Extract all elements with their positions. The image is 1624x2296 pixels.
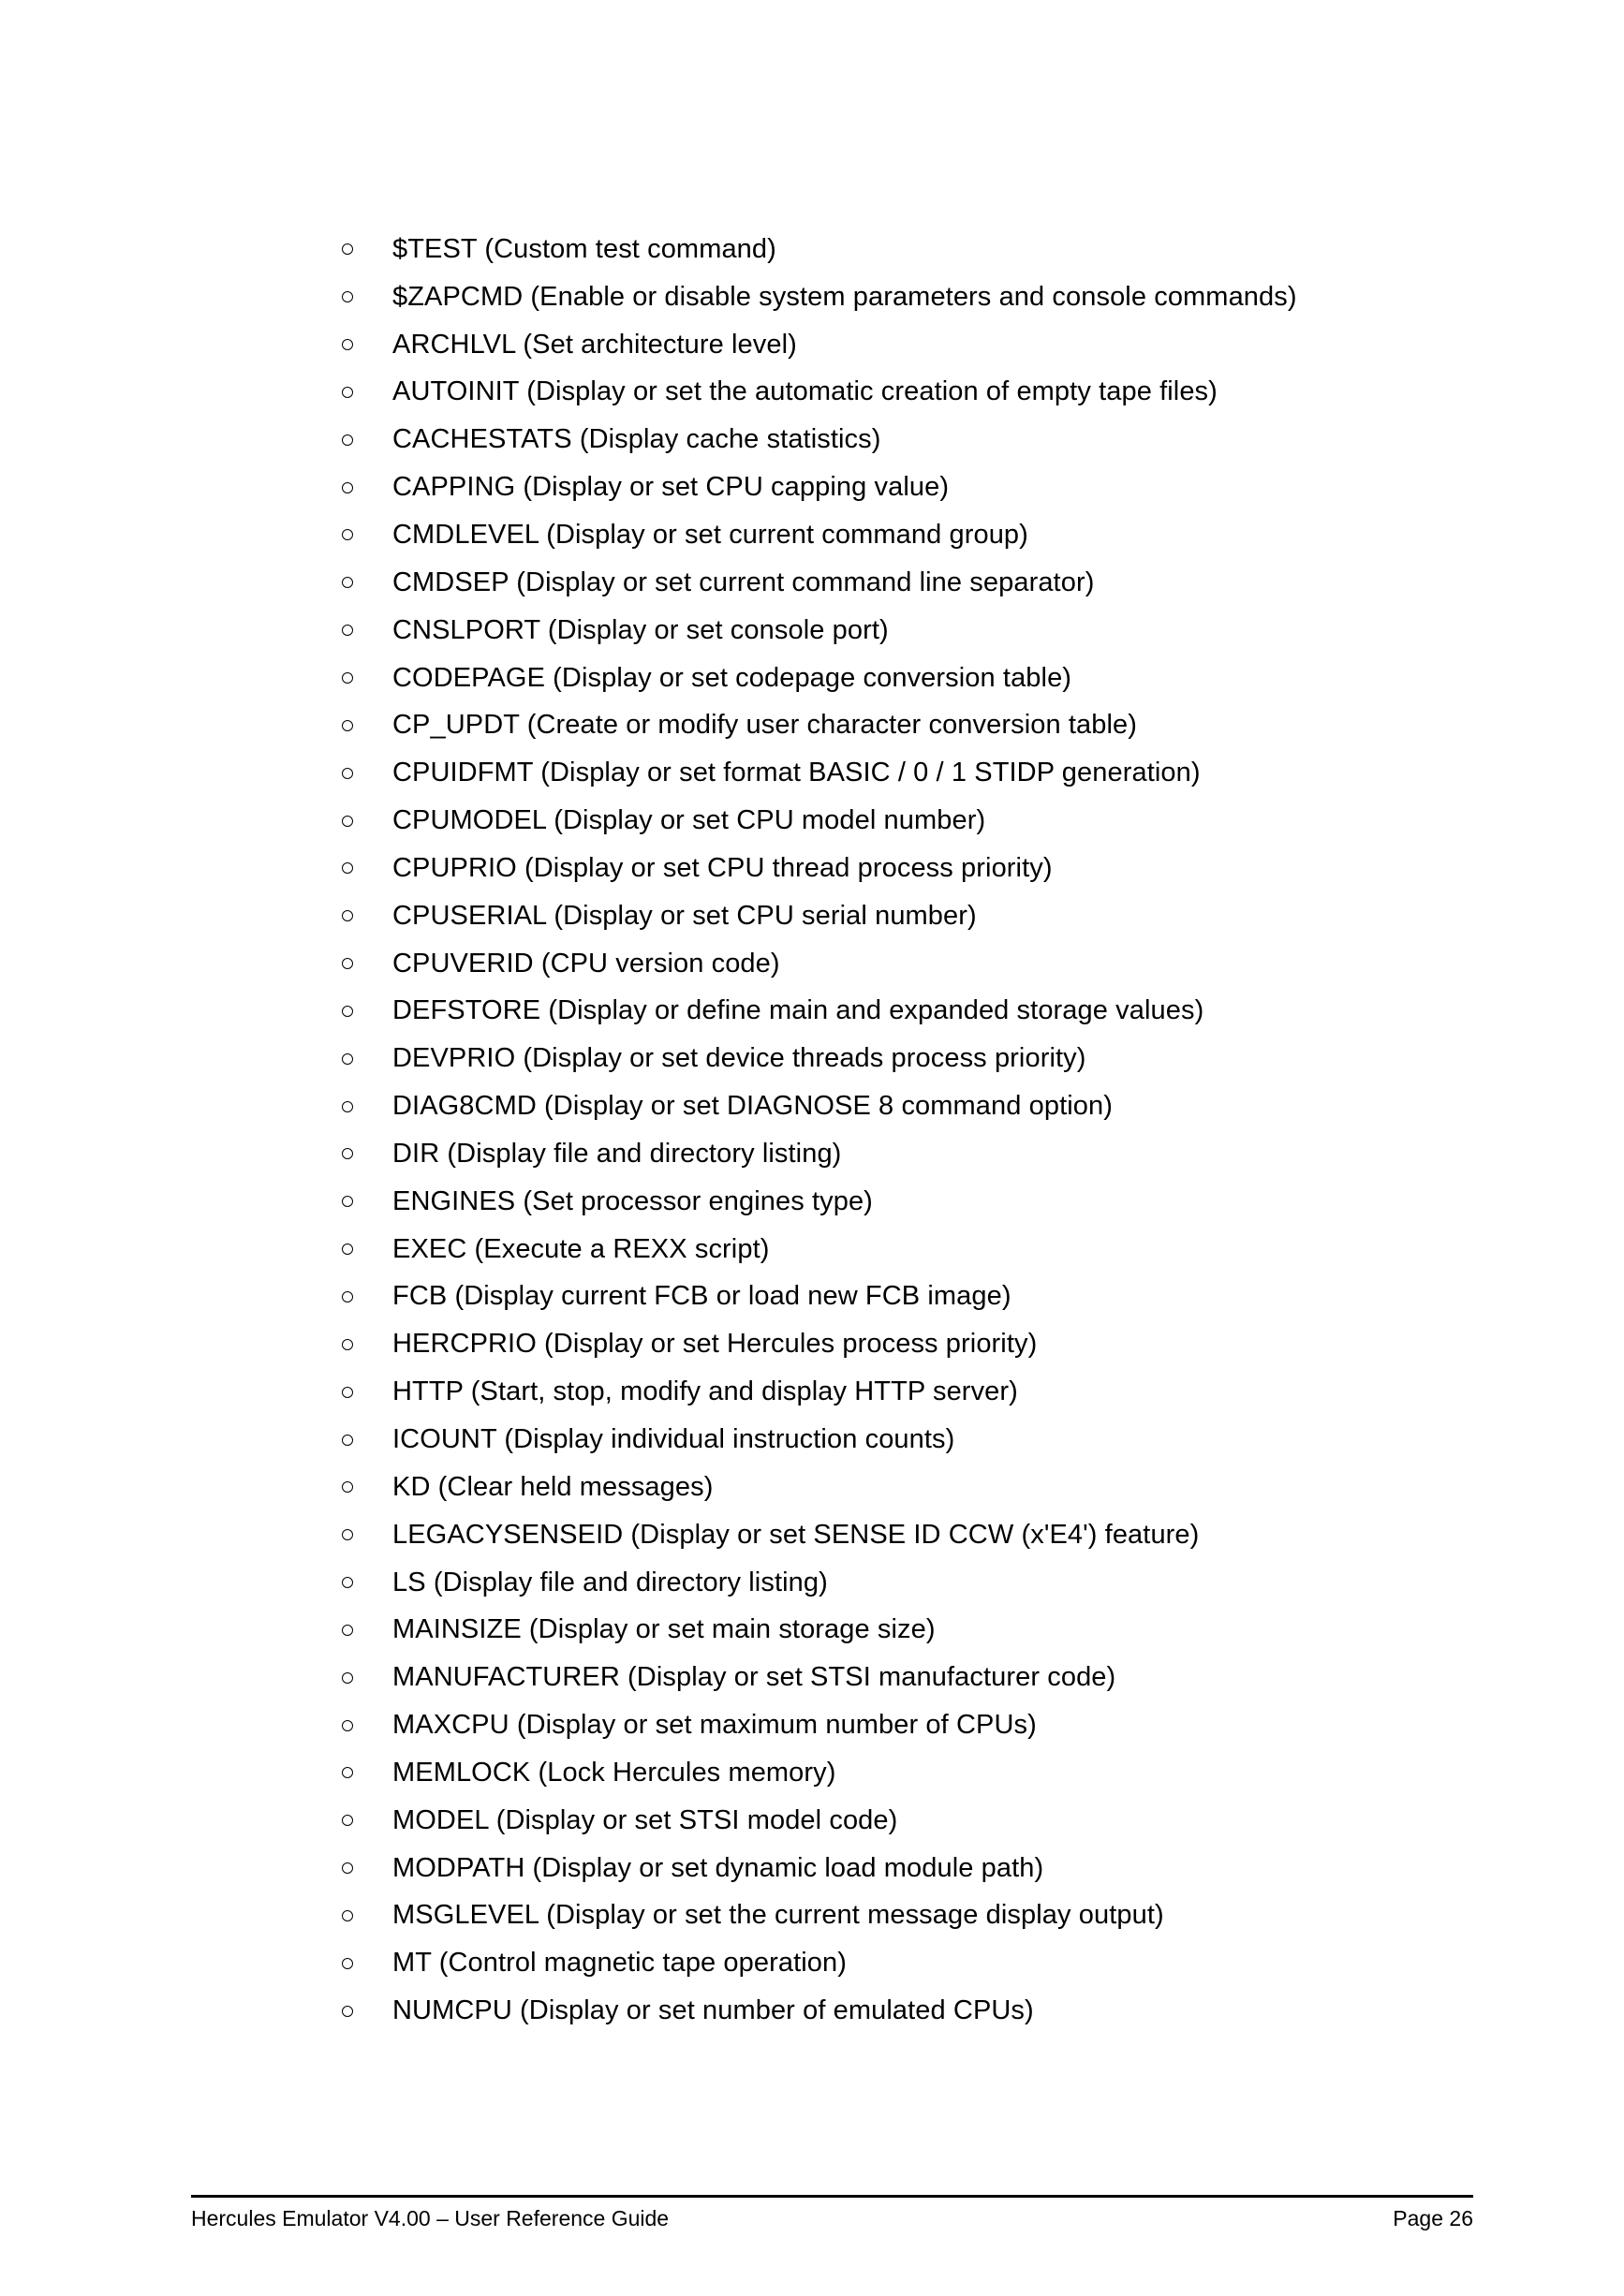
command-entry-text: KD (Clear held messages) xyxy=(392,1471,714,1502)
command-entry-text: DEVPRIO (Display or set device threads process priority) xyxy=(392,1043,1086,1074)
list-item xyxy=(0,464,1624,511)
bullet-marker-icon xyxy=(342,2006,353,2017)
list-item xyxy=(0,1226,1624,1273)
bullet-marker-icon xyxy=(342,387,353,398)
list-item xyxy=(0,988,1624,1036)
bullet-marker-icon xyxy=(342,910,353,921)
list-item xyxy=(0,1701,1624,1749)
command-entry-text: CMDSEP (Display or set current command line separator) xyxy=(392,567,1095,597)
list-item xyxy=(0,1130,1624,1178)
bullet-marker-icon xyxy=(342,816,353,827)
list-item xyxy=(0,1082,1624,1130)
bullet-marker-icon xyxy=(342,1339,353,1350)
list-item xyxy=(0,1606,1624,1654)
list-item xyxy=(0,369,1624,417)
list-item xyxy=(0,607,1624,655)
command-entry-text: MODPATH (Display or set dynamic load module path) xyxy=(392,1852,1044,1883)
command-entry-text: $ZAPCMD (Enable or disable system parameters and console commands) xyxy=(392,281,1297,312)
bullet-marker-icon xyxy=(342,862,353,874)
list-item xyxy=(0,1892,1624,1940)
bullet-marker-icon xyxy=(342,1196,353,1207)
command-entry-text: CAPPING (Display or set CPU capping value) xyxy=(392,472,950,503)
bullet-marker-icon xyxy=(342,434,353,446)
list-item xyxy=(0,511,1624,559)
command-entry-text: CPUPRIO (Display or set CPU thread process priority) xyxy=(392,852,1053,883)
bullet-marker-icon xyxy=(342,291,353,302)
bullet-marker-icon xyxy=(342,625,353,636)
bullet-marker-icon xyxy=(342,672,353,684)
list-item xyxy=(0,797,1624,845)
command-entry-text: $TEST (Custom test command) xyxy=(392,233,776,264)
bullet-marker-icon xyxy=(342,1148,353,1159)
list-item xyxy=(0,1987,1624,2035)
command-entry-text: EXEC (Execute a REXX script) xyxy=(392,1233,770,1264)
bullet-marker-icon xyxy=(342,529,353,540)
bullet-marker-icon xyxy=(342,1006,353,1017)
list-item xyxy=(0,1178,1624,1226)
bullet-marker-icon xyxy=(342,1577,353,1588)
bullet-marker-icon xyxy=(342,1910,353,1921)
list-item xyxy=(0,749,1624,797)
bullet-marker-icon xyxy=(342,1101,353,1112)
bullet-marker-icon xyxy=(342,1672,353,1684)
command-entry-text: MSGLEVEL (Display or set the current message display output) xyxy=(392,1900,1164,1931)
command-entry-text: CODEPAGE (Display or set codepage conversion table) xyxy=(392,662,1072,693)
list-item xyxy=(0,1368,1624,1416)
list-item xyxy=(0,1511,1624,1559)
command-entry-text: MAINSIZE (Display or set main storage size) xyxy=(392,1614,936,1645)
command-entry-text: LEGACYSENSEID (Display or set SENSE ID CCW (x'E4') feature) xyxy=(392,1519,1200,1550)
bullet-marker-icon xyxy=(342,1767,353,1778)
list-item xyxy=(0,701,1624,749)
footer-page-number: Page 26 xyxy=(1393,2206,1473,2230)
list-item xyxy=(0,1416,1624,1464)
command-entry-text: MODEL (Display or set STSI model code) xyxy=(392,1804,898,1835)
list-item xyxy=(0,1939,1624,1987)
command-entry-text: NUMCPU (Display or set number of emulated CPUs) xyxy=(392,1995,1034,2026)
bullet-marker-icon xyxy=(342,1435,353,1446)
page-footer xyxy=(191,2206,1473,2232)
command-entry-text: MAXCPU (Display or set maximum number of CPUs) xyxy=(392,1710,1037,1741)
bullet-marker-icon xyxy=(342,1481,353,1493)
list-item xyxy=(0,845,1624,892)
command-entry-text: MT (Control magnetic tape operation) xyxy=(392,1948,848,1979)
command-entry-text: CMDLEVEL (Display or set current command group) xyxy=(392,519,1028,550)
list-item xyxy=(0,1749,1624,1797)
command-entry-text: ENGINES (Set processor engines type) xyxy=(392,1185,873,1216)
list-item xyxy=(0,940,1624,988)
command-entry-text: MEMLOCK (Lock Hercules memory) xyxy=(392,1757,836,1788)
list-item xyxy=(0,1320,1624,1368)
bullet-marker-icon xyxy=(342,1815,353,1826)
bullet-marker-icon xyxy=(342,1387,353,1398)
list-item xyxy=(0,1797,1624,1845)
list-item xyxy=(0,1654,1624,1701)
list-item xyxy=(0,559,1624,607)
command-entry-text: ARCHLVL (Set architecture level) xyxy=(392,329,797,360)
bullet-marker-icon xyxy=(342,1053,353,1065)
list-item xyxy=(0,226,1624,273)
command-entry-text: ICOUNT (Display individual instruction counts) xyxy=(392,1424,955,1455)
command-entry-text: CP_UPDT (Create or modify user character conversion table) xyxy=(392,710,1138,741)
bullet-marker-icon xyxy=(342,1958,353,1969)
command-entry-text: DEFSTORE (Display or define main and expanded storage values) xyxy=(392,995,1204,1026)
list-item xyxy=(0,1273,1624,1321)
command-list xyxy=(0,226,1624,2035)
bullet-marker-icon xyxy=(342,1625,353,1636)
command-entry-text: DIAG8CMD (Display or set DIAGNOSE 8 command option) xyxy=(392,1091,1113,1122)
command-entry-text: MANUFACTURER (Display or set STSI manufacturer code) xyxy=(392,1662,1116,1693)
command-entry-text: CACHESTATS (Display cache statistics) xyxy=(392,424,881,455)
command-entry-text: CPUSERIAL (Display or set CPU serial number) xyxy=(392,900,977,931)
list-item xyxy=(0,1845,1624,1892)
bullet-marker-icon xyxy=(342,577,353,588)
bullet-marker-icon xyxy=(342,958,353,969)
bullet-marker-icon xyxy=(342,1529,353,1540)
list-item xyxy=(0,273,1624,321)
bullet-marker-icon xyxy=(342,1244,353,1255)
bullet-marker-icon xyxy=(342,243,353,255)
command-entry-text: FCB (Display current FCB or load new FCB image) xyxy=(392,1281,1011,1312)
list-item xyxy=(0,1464,1624,1511)
bullet-marker-icon xyxy=(342,1862,353,1874)
command-entry-text: CPUMODEL (Display or set CPU model number) xyxy=(392,805,986,836)
command-entry-text: HERCPRIO (Display or set Hercules process priority) xyxy=(392,1329,1038,1360)
bullet-marker-icon xyxy=(342,768,353,779)
list-item xyxy=(0,655,1624,702)
footer-divider xyxy=(191,2195,1473,2198)
list-item xyxy=(0,416,1624,464)
command-entry-text: LS (Display file and directory listing) xyxy=(392,1567,828,1597)
list-item xyxy=(0,1559,1624,1607)
command-entry-text: CPUIDFMT (Display or set format BASIC / 0 / 1 STIDP generation) xyxy=(392,758,1201,788)
bullet-marker-icon xyxy=(342,1291,353,1303)
command-entry-text: CPUVERID (CPU version code) xyxy=(392,948,780,979)
list-item xyxy=(0,321,1624,369)
command-entry-text: HTTP (Start, stop, modify and display HTTP server) xyxy=(392,1376,1018,1407)
bullet-marker-icon xyxy=(342,720,353,731)
command-entry-text: AUTOINIT (Display or set the automatic creation of empty tape files) xyxy=(392,376,1218,407)
bullet-marker-icon xyxy=(342,482,353,493)
list-item xyxy=(0,892,1624,940)
bullet-marker-icon xyxy=(342,339,353,350)
bullet-marker-icon xyxy=(342,1720,353,1731)
command-entry-text: DIR (Display file and directory listing) xyxy=(392,1138,842,1169)
command-entry-text: CNSLPORT (Display or set console port) xyxy=(392,614,889,645)
footer-document-title: Hercules Emulator V4.00 – User Reference Guide xyxy=(191,2206,670,2230)
list-item xyxy=(0,1035,1624,1082)
